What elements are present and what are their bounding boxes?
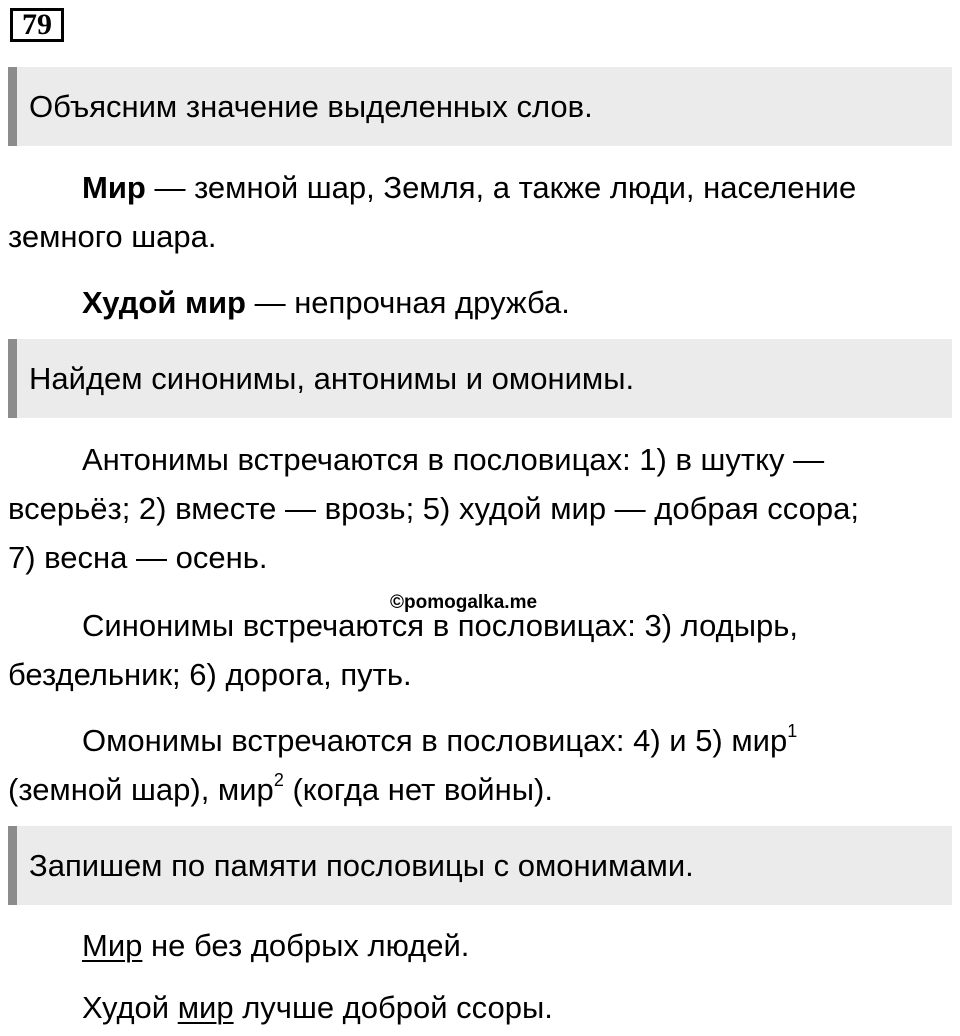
homonyms-line-2 <box>8 765 948 814</box>
antonyms-line-3: 7) весна — осень. <box>8 540 268 575</box>
paragraph-khudoy-mir-definition <box>8 278 960 327</box>
antonyms-line-2: всерьёз; 2) вместе — врозь; 5) худой мир — добрая ссора; <box>8 491 859 526</box>
proverb-1 <box>8 921 960 970</box>
antonyms-line-1: Антонимы встречаются в пословицах: 1) в шутку — <box>82 442 825 477</box>
proverb-text: не без добрых людей. <box>142 928 470 963</box>
section-heading-proverbs: Запишем по памяти пословицы с омонимами. <box>8 826 952 905</box>
paragraph-mir-definition-cont: земного шара. <box>8 219 217 254</box>
dash: — <box>245 285 295 320</box>
homonyms-text: Омонимы встречаются в пословицах: 4) и 5) мир <box>82 723 788 758</box>
section-heading-meaning: Объясним значение выделенных слов. <box>8 67 952 146</box>
homonyms-line-1 <box>8 716 960 765</box>
synonyms-line-1: Синонимы встречаются в пословицах: 3) лодырь, <box>82 608 799 643</box>
proverb-text: лучше доброй ссоры. <box>233 990 553 1025</box>
definition-text: непрочная дружба. <box>294 285 570 320</box>
superscript-1: 1 <box>787 721 798 741</box>
term-khudoy-mir: Худой мир <box>82 285 246 320</box>
synonyms-line-2: бездельник; 6) дорога, путь. <box>8 657 412 692</box>
paragraph-mir-definition <box>8 163 960 212</box>
term-mir: Мир <box>82 170 146 205</box>
definition-text: земной шар, Земля, а также люди, население <box>194 170 857 205</box>
homonyms-text: (когда нет войны). <box>283 772 553 807</box>
superscript-2: 2 <box>273 770 284 790</box>
proverb-text: Худой <box>82 990 178 1025</box>
proverb-2 <box>8 983 960 1032</box>
underlined-word: Мир <box>82 928 143 963</box>
exercise-number: 79 <box>10 8 64 42</box>
underlined-word: мир <box>177 990 234 1025</box>
dash: — <box>145 170 195 205</box>
watermark: ©pomogalka.me <box>390 592 538 613</box>
section-heading-synonyms: Найдем синонимы, антонимы и омонимы. <box>8 339 952 418</box>
homonyms-text: (земной шар), мир <box>8 772 274 807</box>
